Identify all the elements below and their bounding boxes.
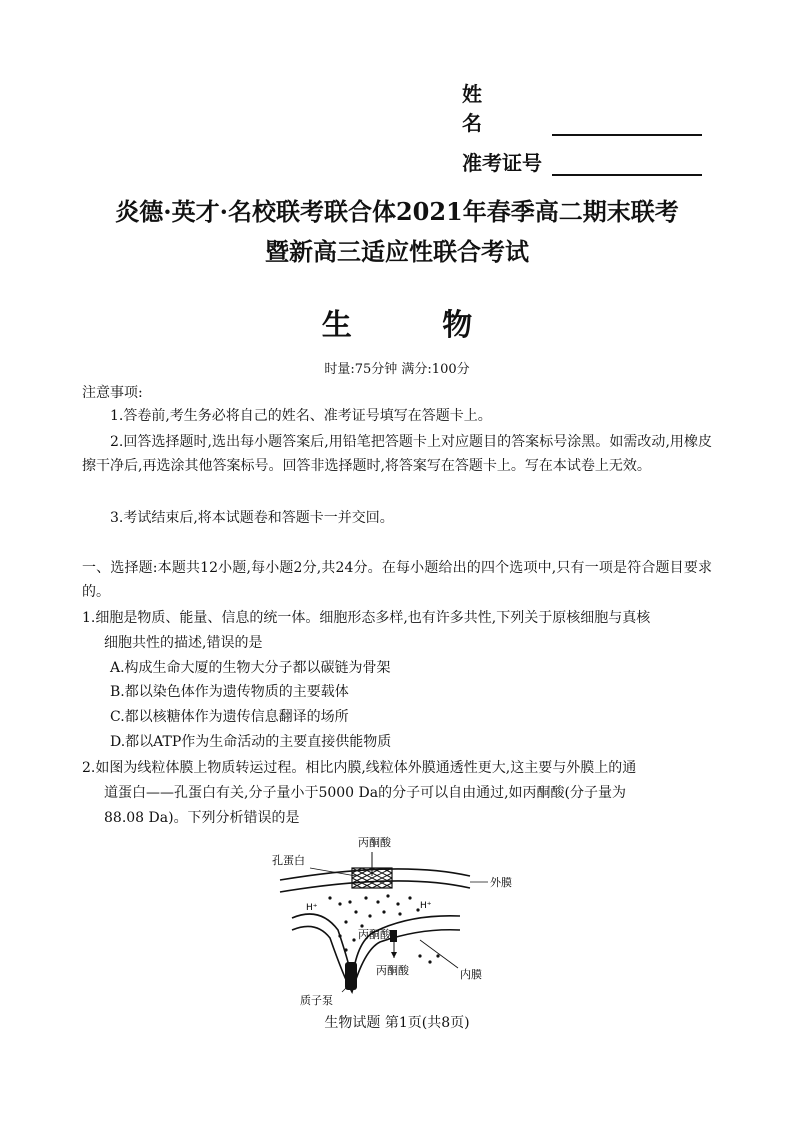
label-proton-pump: 质子泵 xyxy=(300,994,333,1007)
inner-leader xyxy=(420,940,458,968)
name-line xyxy=(552,108,702,136)
note-1: 1.答卷前,考生务必将自己的姓名、准考证号填写在答题卡上。 xyxy=(110,408,492,424)
page-footer: 生物试题 第1页(共8页) xyxy=(324,1015,470,1031)
name-label: 姓名 xyxy=(462,82,526,135)
q1-line1: 1.细胞是物质、能量、信息的统一体。细胞形态多样,也有许多共性,下列关于原核细胞与真核 xyxy=(82,610,651,626)
label-porin: 孔蛋白 xyxy=(272,854,305,867)
notes-heading: 注意事项: xyxy=(82,385,143,401)
exam-title-line1: 炎德·英才·名校联考联合体2021年春季高二期末联考 xyxy=(115,197,679,226)
note-2: 2.回答选择题时,选出每小题答案后,用铅笔把答题卡上对应题目的答案标号涂黑。如需改动,用橡皮擦干净后,再选涂其他答案标号。回答非选择题时,将答案写在答题卡上。写在本试卷上无效。 xyxy=(82,434,712,474)
section1-intro: 一、选择题:本题共12小题,每小题2分,共24分。在每小题给出的四个选项中,只有一项是符合题目要求的。 xyxy=(82,560,712,600)
exam-title-line2: 暨新高三适应性联合考试 xyxy=(265,237,529,266)
id-field-row xyxy=(462,136,702,176)
candidate-info xyxy=(462,82,702,176)
label-pyruvate-bottom: 丙酮酸 xyxy=(376,964,409,977)
id-line xyxy=(552,148,702,176)
q1-option-d: D.都以ATP作为生命活动的主要直接供能物质 xyxy=(110,734,392,750)
q2-line3: 88.08 Da)。下列分析错误的是 xyxy=(104,810,300,826)
label-pyruvate-mid: 丙酮酸 xyxy=(358,928,391,941)
label-h-left: H⁺ xyxy=(306,903,318,913)
q1-line2: 细胞共性的描述,错误的是 xyxy=(104,635,263,651)
label-pyruvate-top: 丙酮酸 xyxy=(358,836,391,849)
subject-title: 生 物 xyxy=(321,308,513,343)
exam-meta: 时量:75分钟 满分:100分 xyxy=(324,362,470,377)
arrow-head-pyruvate xyxy=(391,952,397,958)
q1-option-c: C.都以核糖体作为遗传信息翻译的场所 xyxy=(110,709,349,725)
note-3: 3.考试结束后,将本试题卷和答题卡一并交回。 xyxy=(110,510,394,526)
q1-option-a: A.构成生命大厦的生物大分子都以碳链为骨架 xyxy=(110,660,391,676)
label-inner-membrane: 内膜 xyxy=(460,968,482,981)
q1-option-b: B.都以染色体作为遗传物质的主要载体 xyxy=(110,684,349,700)
name-field-row xyxy=(462,82,702,136)
label-h-right: H⁺ xyxy=(420,901,432,911)
id-label: 准考证号 xyxy=(462,151,542,175)
proton-pump xyxy=(345,962,357,990)
mitochondria-membrane-figure xyxy=(270,832,530,1010)
q2-line1: 2.如图为线粒体膜上物质转运过程。相比内膜,线粒体外膜通透性更大,这主要与外膜上的通 xyxy=(82,760,637,776)
question-2 xyxy=(82,756,712,831)
label-outer-membrane: 外膜 xyxy=(490,876,512,889)
question-1 xyxy=(82,606,712,656)
q2-line2: 道蛋白——孔蛋白有关,分子量小于5000 Da的分子可以自由通过,如丙酮酸(分子量为 xyxy=(104,785,627,801)
